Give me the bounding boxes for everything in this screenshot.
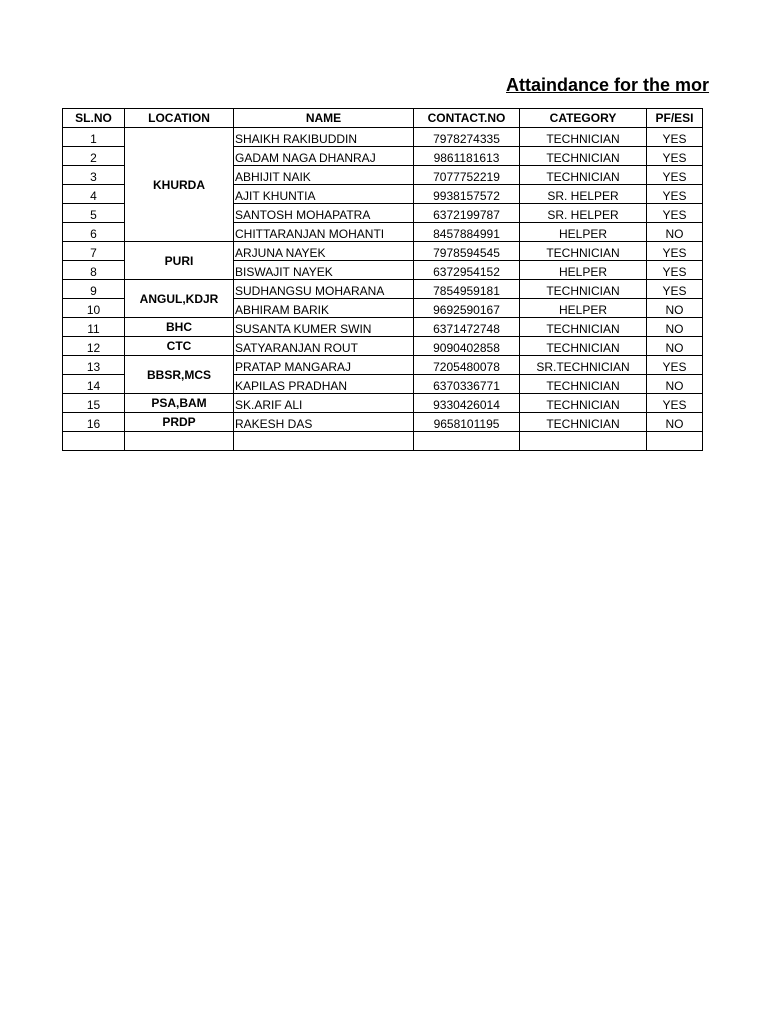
cell-pf-esi: YES — [647, 261, 703, 280]
cell-location: BHC — [125, 318, 234, 337]
cell-name: SK.ARIF ALI — [234, 394, 414, 413]
cell-category: SR. HELPER — [520, 204, 647, 223]
cell-contact: 9658101195 — [414, 413, 520, 432]
cell-category: SR. HELPER — [520, 185, 647, 204]
cell-name: GADAM NAGA DHANRAJ — [234, 147, 414, 166]
header-name: NAME — [234, 109, 414, 128]
table-row — [63, 394, 703, 413]
cell-pf-esi: YES — [647, 166, 703, 185]
cell-name: ABHIRAM BARIK — [234, 299, 414, 318]
cell-category: TECHNICIAN — [520, 413, 647, 432]
cell-pf-esi: YES — [647, 242, 703, 261]
cell-pf-esi: NO — [647, 299, 703, 318]
cell-sl-no: 1 — [63, 128, 125, 147]
cell-location: CTC — [125, 337, 234, 356]
cell-pf-esi: NO — [647, 375, 703, 394]
cell-sl-no: 2 — [63, 147, 125, 166]
cell-category: TECHNICIAN — [520, 394, 647, 413]
table-row — [63, 356, 703, 375]
cell-location: ANGUL,KDJR — [125, 280, 234, 318]
cell-category: SR.TECHNICIAN — [520, 356, 647, 375]
cell-name: KAPILAS PRADHAN — [234, 375, 414, 394]
empty-cell — [647, 432, 703, 451]
cell-name: SANTOSH MOHAPATRA — [234, 204, 414, 223]
header-sl-no: SL.NO — [63, 109, 125, 128]
header-row — [63, 109, 703, 128]
attendance-table — [62, 108, 703, 451]
cell-name: SUDHANGSU MOHARANA — [234, 280, 414, 299]
cell-category: TECHNICIAN — [520, 318, 647, 337]
empty-row — [63, 432, 703, 451]
cell-category: TECHNICIAN — [520, 375, 647, 394]
cell-category: TECHNICIAN — [520, 147, 647, 166]
cell-location: PRDP — [125, 413, 234, 432]
cell-category: TECHNICIAN — [520, 166, 647, 185]
cell-category: TECHNICIAN — [520, 337, 647, 356]
cell-sl-no: 8 — [63, 261, 125, 280]
header-location: LOCATION — [125, 109, 234, 128]
cell-contact: 6371472748 — [414, 318, 520, 337]
cell-pf-esi: NO — [647, 337, 703, 356]
cell-contact: 6370336771 — [414, 375, 520, 394]
cell-name: CHITTARANJAN MOHANTI — [234, 223, 414, 242]
cell-contact: 7205480078 — [414, 356, 520, 375]
cell-name: SUSANTA KUMER SWIN — [234, 318, 414, 337]
cell-contact: 9090402858 — [414, 337, 520, 356]
empty-cell — [234, 432, 414, 451]
cell-contact: 7978274335 — [414, 128, 520, 147]
cell-location: BBSR,MCS — [125, 356, 234, 394]
cell-sl-no: 12 — [63, 337, 125, 356]
cell-name: SATYARANJAN ROUT — [234, 337, 414, 356]
cell-contact: 9861181613 — [414, 147, 520, 166]
table-row — [63, 242, 703, 261]
cell-pf-esi: NO — [647, 318, 703, 337]
cell-name: ABHIJIT NAIK — [234, 166, 414, 185]
header-category: CATEGORY — [520, 109, 647, 128]
cell-location: PURI — [125, 242, 234, 280]
empty-cell — [125, 432, 234, 451]
cell-sl-no: 3 — [63, 166, 125, 185]
cell-pf-esi: YES — [647, 128, 703, 147]
cell-sl-no: 10 — [63, 299, 125, 318]
cell-contact: 8457884991 — [414, 223, 520, 242]
empty-cell — [520, 432, 647, 451]
table-row — [63, 413, 703, 432]
cell-sl-no: 16 — [63, 413, 125, 432]
cell-name: RAKESH DAS — [234, 413, 414, 432]
cell-category: HELPER — [520, 299, 647, 318]
cell-contact: 6372199787 — [414, 204, 520, 223]
cell-sl-no: 15 — [63, 394, 125, 413]
cell-sl-no: 6 — [63, 223, 125, 242]
cell-pf-esi: YES — [647, 394, 703, 413]
cell-category: TECHNICIAN — [520, 242, 647, 261]
cell-category: TECHNICIAN — [520, 128, 647, 147]
cell-name: PRATAP MANGARAJ — [234, 356, 414, 375]
cell-sl-no: 13 — [63, 356, 125, 375]
table-row — [63, 128, 703, 147]
header-pf-esi: PF/ESI — [647, 109, 703, 128]
cell-pf-esi: YES — [647, 185, 703, 204]
cell-sl-no: 4 — [63, 185, 125, 204]
cell-sl-no: 11 — [63, 318, 125, 337]
cell-contact: 6372954152 — [414, 261, 520, 280]
cell-sl-no: 14 — [63, 375, 125, 394]
cell-contact: 7978594545 — [414, 242, 520, 261]
cell-name: SHAIKH RAKIBUDDIN — [234, 128, 414, 147]
cell-contact: 7077752219 — [414, 166, 520, 185]
cell-name: AJIT KHUNTIA — [234, 185, 414, 204]
cell-sl-no: 5 — [63, 204, 125, 223]
cell-pf-esi: YES — [647, 147, 703, 166]
cell-contact: 9692590167 — [414, 299, 520, 318]
cell-contact: 9330426014 — [414, 394, 520, 413]
cell-sl-no: 9 — [63, 280, 125, 299]
cell-location: KHURDA — [125, 128, 234, 242]
empty-cell — [63, 432, 125, 451]
table-row — [63, 337, 703, 356]
cell-name: ARJUNA NAYEK — [234, 242, 414, 261]
cell-pf-esi: YES — [647, 204, 703, 223]
cell-pf-esi: YES — [647, 356, 703, 375]
cell-name: BISWAJIT NAYEK — [234, 261, 414, 280]
cell-category: HELPER — [520, 261, 647, 280]
sheet-title: Attaindance for the mor — [506, 75, 710, 95]
table-row — [63, 318, 703, 337]
cell-pf-esi: NO — [647, 413, 703, 432]
cell-location: PSA,BAM — [125, 394, 234, 413]
cell-pf-esi: YES — [647, 280, 703, 299]
table-row — [63, 280, 703, 299]
cell-sl-no: 7 — [63, 242, 125, 261]
cell-contact: 7854959181 — [414, 280, 520, 299]
header-contact: CONTACT.NO — [414, 109, 520, 128]
empty-cell — [414, 432, 520, 451]
cell-category: HELPER — [520, 223, 647, 242]
cell-contact: 9938157572 — [414, 185, 520, 204]
cell-category: TECHNICIAN — [520, 280, 647, 299]
cell-pf-esi: NO — [647, 223, 703, 242]
